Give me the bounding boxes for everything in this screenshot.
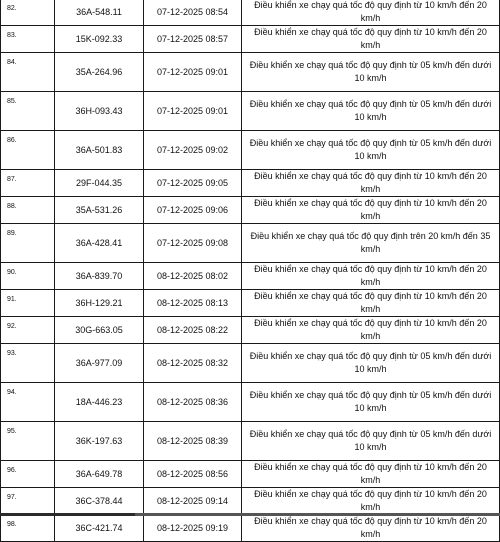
violation-time: 07-12-2025 08:57	[144, 26, 242, 53]
table-row	[1, 344, 500, 383]
row-number: 82.	[1, 0, 55, 26]
license-plate: 30G-663.05	[55, 317, 144, 344]
row-number: 89.	[1, 224, 55, 263]
violation-description: Điều khiển xe chạy quá tốc độ quy định từ 10 km/h đến 20 km/h	[242, 290, 500, 317]
table-row	[1, 224, 500, 263]
table-row	[1, 170, 500, 197]
table-row	[1, 383, 500, 422]
row-number: 95.	[1, 422, 55, 461]
row-number: 97.	[1, 488, 55, 515]
violation-description: Điều khiển xe chạy quá tốc độ quy định từ 05 km/h đến dưới 10 km/h	[242, 383, 500, 422]
violation-description: Điều khiển xe chạy quá tốc độ quy định từ 10 km/h đến 20 km/h	[242, 170, 500, 197]
row-number: 84.	[1, 53, 55, 92]
license-plate: 36A-839.70	[55, 263, 144, 290]
table-row	[1, 317, 500, 344]
table-row	[1, 461, 500, 488]
violation-time: 07-12-2025 09:08	[144, 224, 242, 263]
violation-time: 08-12-2025 08:36	[144, 383, 242, 422]
table-row	[1, 515, 500, 542]
license-plate: 36C-421.74	[55, 515, 144, 542]
row-number: 87.	[1, 170, 55, 197]
license-plate: 36H-129.21	[55, 290, 144, 317]
table-row	[1, 422, 500, 461]
violation-time: 08-12-2025 08:39	[144, 422, 242, 461]
license-plate: 36H-093.43	[55, 92, 144, 131]
violation-description: Điều khiển xe chạy quá tốc độ quy định từ 10 km/h đến 20 km/h	[242, 197, 500, 224]
license-plate: 15K-092.33	[55, 26, 144, 53]
row-number: 98.	[1, 515, 55, 542]
row-number: 83.	[1, 26, 55, 53]
violation-description: Điều khiển xe chạy quá tốc độ quy định từ 10 km/h đến 20 km/h	[242, 461, 500, 488]
license-plate: 18A-446.23	[55, 383, 144, 422]
row-number: 90.	[1, 263, 55, 290]
violation-description: Điều khiển xe chạy quá tốc độ quy định từ 10 km/h đến 20 km/h	[242, 515, 500, 542]
license-plate: 29F-044.35	[55, 170, 144, 197]
violation-time: 07-12-2025 09:02	[144, 131, 242, 170]
violation-description: Điều khiển xe chạy quá tốc độ quy định từ 10 km/h đến 20 km/h	[242, 26, 500, 53]
table-row	[1, 53, 500, 92]
violation-time: 07-12-2025 09:06	[144, 197, 242, 224]
violation-description: Điều khiển xe chạy quá tốc độ quy định từ 10 km/h đến 20 km/h	[242, 0, 500, 26]
violation-time: 08-12-2025 08:56	[144, 461, 242, 488]
license-plate: 36A-649.78	[55, 461, 144, 488]
violation-description: Điều khiển xe chạy quá tốc độ quy định từ 05 km/h đến dưới 10 km/h	[242, 344, 500, 383]
license-plate: 36A-548.11	[55, 0, 144, 26]
violation-description: Điều khiển xe chạy quá tốc độ quy định từ 05 km/h đến dưới 10 km/h	[242, 131, 500, 170]
row-number: 85.	[1, 92, 55, 131]
violation-time: 07-12-2025 08:54	[144, 0, 242, 26]
violation-description: Điều khiển xe chạy quá tốc độ quy định từ 05 km/h đến dưới 10 km/h	[242, 53, 500, 92]
row-number: 94.	[1, 383, 55, 422]
row-number: 86.	[1, 131, 55, 170]
table-row	[1, 92, 500, 131]
violation-time: 08-12-2025 08:13	[144, 290, 242, 317]
row-number: 88.	[1, 197, 55, 224]
row-number: 93.	[1, 344, 55, 383]
violation-time: 08-12-2025 09:19	[144, 515, 242, 542]
table-row	[1, 131, 500, 170]
violation-time: 07-12-2025 09:01	[144, 53, 242, 92]
violation-description: Điều khiển xe chạy quá tốc độ quy định từ 10 km/h đến 20 km/h	[242, 317, 500, 344]
license-plate: 35A-531.26	[55, 197, 144, 224]
violation-description: Điều khiển xe chạy quá tốc độ quy định trên 20 km/h đến 35 km/h	[242, 224, 500, 263]
row-number: 91.	[1, 290, 55, 317]
license-plate: 36A-977.09	[55, 344, 144, 383]
violation-description: Điều khiển xe chạy quá tốc độ quy định từ 05 km/h đến dưới 10 km/h	[242, 422, 500, 461]
license-plate: 36A-501.83	[55, 131, 144, 170]
table-row	[1, 26, 500, 53]
violation-time: 07-12-2025 09:05	[144, 170, 242, 197]
row-number: 96.	[1, 461, 55, 488]
violation-time: 08-12-2025 09:14	[144, 488, 242, 515]
license-plate: 36C-378.44	[55, 488, 144, 515]
violation-time: 08-12-2025 08:22	[144, 317, 242, 344]
row-number: 92.	[1, 317, 55, 344]
table-row	[1, 197, 500, 224]
violation-time: 07-12-2025 09:01	[144, 92, 242, 131]
table-row	[1, 488, 500, 515]
license-plate: 36K-197.63	[55, 422, 144, 461]
table-row	[1, 263, 500, 290]
violation-description: Điều khiển xe chạy quá tốc độ quy định từ 10 km/h đến 20 km/h	[242, 263, 500, 290]
violation-description: Điều khiển xe chạy quá tốc độ quy định từ 10 km/h đến 20 km/h	[242, 488, 500, 515]
table-row	[1, 290, 500, 317]
violation-time: 08-12-2025 08:32	[144, 344, 242, 383]
license-plate: 36A-428.41	[55, 224, 144, 263]
license-plate: 35A-264.96	[55, 53, 144, 92]
violation-description: Điều khiển xe chạy quá tốc độ quy định từ 05 km/h đến dưới 10 km/h	[242, 92, 500, 131]
table-row	[1, 0, 500, 26]
violation-time: 08-12-2025 08:02	[144, 263, 242, 290]
